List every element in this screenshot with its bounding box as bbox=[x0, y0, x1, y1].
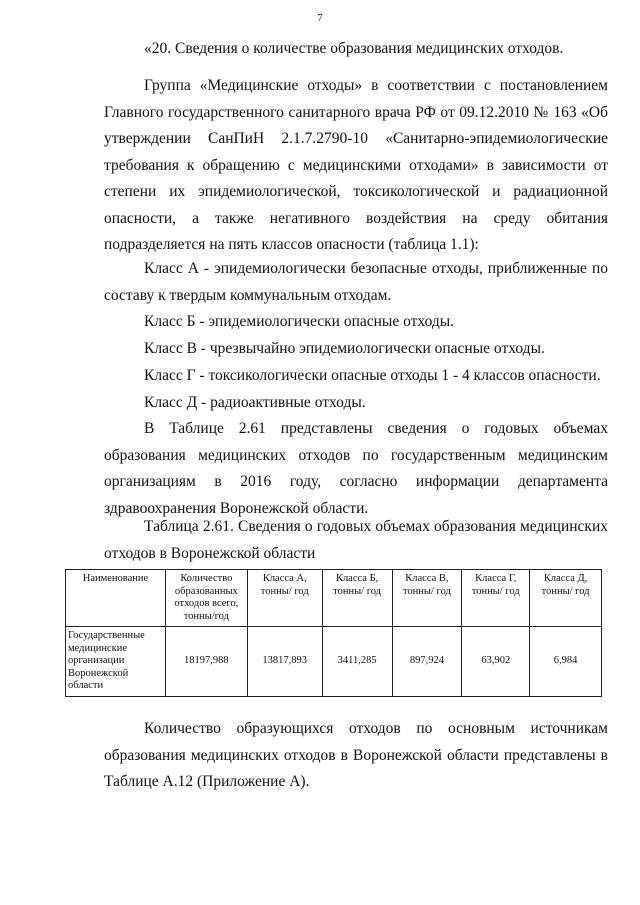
header-name: Наименование bbox=[66, 570, 166, 627]
header-total: Количество образованных отходов всего, тонны/год bbox=[165, 570, 247, 627]
class-d-paragraph: Класс Д - радиоактивные отходы. bbox=[144, 394, 366, 411]
cell-class-b: 3411,285 bbox=[322, 627, 392, 697]
class-v-paragraph: Класс В - чрезвычайно эпидемиологически опасные отходы. bbox=[144, 340, 545, 357]
table-row bbox=[66, 627, 602, 697]
table-header-row bbox=[66, 570, 602, 627]
table-caption: Таблица 2.61. Сведения о годовых объемах образования медицинских отходов в Воронежской области bbox=[104, 518, 608, 562]
cell-class-g: 63,902 bbox=[462, 627, 530, 697]
header-class-b: Класса Б, тонны/ год bbox=[322, 570, 392, 627]
header-class-d: Класса Д, тонны/ год bbox=[530, 570, 602, 627]
header-class-g: Класса Г, тонны/ год bbox=[462, 570, 530, 627]
cell-name: Государственные медицинские организации Воронежской области bbox=[66, 627, 166, 697]
class-b-paragraph: Класс Б - эпидемиологически опасные отходы. bbox=[144, 313, 455, 330]
cell-class-a: 13817,893 bbox=[247, 627, 322, 697]
page-number: 7 bbox=[317, 12, 323, 24]
closing-paragraph: Количество образующихся отходов по основным источникам образования медицинских отходов в Воронежской области представлены в Таблице А.12 (Приложение А). bbox=[104, 720, 608, 790]
intro-paragraph: Группа «Медицинские отходы» в соответствии с постановлением Главного государственного санитарного врача РФ от 09.12.2010 № 163 «Об утверждении СанПиН 2.1.7.2790-10 «Санитарно-эпидемиологические требования к обращению с медицинскими отходами» в зависимости от степени их эпидемиологической, токсикологической и радиационной опасности, а также негативного воздействия на среду обитания подразделяется на пять классов опасности (таблица 1.1): bbox=[104, 77, 608, 253]
cell-class-v: 897,924 bbox=[392, 627, 462, 697]
section-title: «20. Сведения о количестве образования медицинских отходов. bbox=[144, 40, 564, 57]
header-class-v: Класса В, тонны/ год bbox=[392, 570, 462, 627]
cell-total: 18197,988 bbox=[165, 627, 247, 697]
waste-table bbox=[65, 569, 602, 697]
class-g-paragraph: Класс Г - токсикологически опасные отходы 1 - 4 классов опасности. bbox=[144, 367, 601, 384]
class-a-paragraph: Класс А - эпидемиологически безопасные отходы, приближенные по составу к твердым коммунальным отходам. bbox=[104, 260, 608, 304]
table-intro-paragraph: В Таблице 2.61 представлены сведения о годовых объемах образования медицинских отходов по государственным медицинским организациям в 2016 году, согласно информации департамента здравоохранения Воронежской области. bbox=[104, 420, 608, 517]
header-class-a: Класса А, тонны/ год bbox=[247, 570, 322, 627]
cell-class-d: 6,984 bbox=[530, 627, 602, 697]
